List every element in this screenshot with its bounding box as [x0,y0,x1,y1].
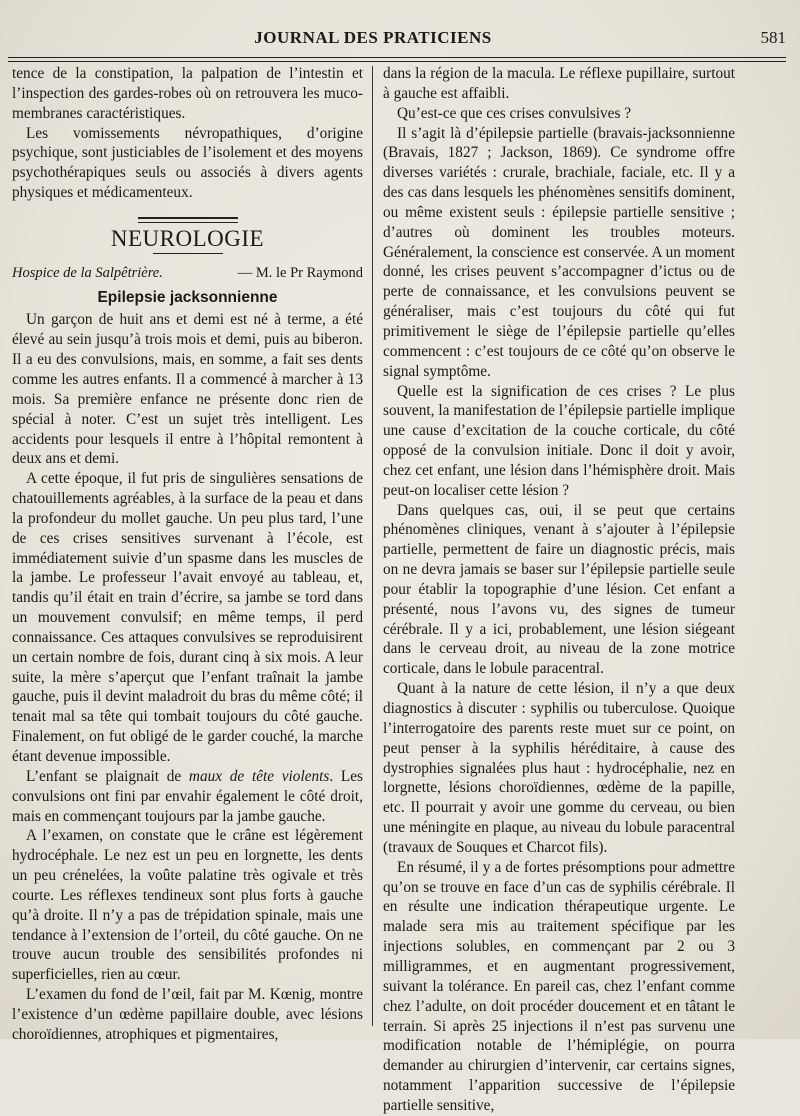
column-divider [372,66,373,1026]
page-number: 581 [760,28,786,47]
journal-title: JOURNAL DES PRATICIENS [254,28,492,47]
paragraph: Quant à la nature de cette lésion, il n’y a que deux diagnostics à discuter : syphilis ou tuberculose. Quoique l’interrogatoire des parents reste muet sur ce point, on peut penser à la syphilis héréditaire, à cause des dystrophies signalées plus haut : hydrocéphalie, nez en lorgnette, lésions choroïdiennes, œdème de la papille, etc. Il pourrait y avoir une gomme du cerveau, ou bien une méningite en plaque, au niveau du lobule paracentral (travaux de Souques et Charcot fils). [383,680,735,856]
right-column [383,64,735,1116]
paragraph: L’examen du fond de l’œil, fait par M. Kœnig, montre l’existence d’un œdème papillaire double, avec lésions choroïdiennes, atrophiques et pigmentaires, [12,986,363,1043]
paragraph: Il s’agit là d’épilepsie partielle (bravais-jacksonnienne (Bravais, 1827 ; Jackson, 1869). Ce syndrome offre diverses variétés : crurale, brachiale, faciale, etc. Il y a des cas dans lesquels les phénomènes sensitifs dominent, ou même existent seuls : épilepsie partielle sensitive ; d’autres où dominent les troubles moteurs. Généralement, la conscience est conservée. A un moment donné, les crises peuvent s’accompagner d’ictus ou de perte de connaissance, et les convulsions peuvent se généraliser, mais c’est toujours du côté qui fut primitivement le siège de l’épilepsie partielle qu’elles commencent : c’est toujours de ce côté qu’on observe le signal symptôme. [383,124,735,380]
paragraph: A l’examen, on constate que le crâne est légèrement hydrocéphale. Le nez est un peu en lorgnette, les dents un peu crénelées, la voûte palatine très ogivale et très courte. Les réflexes tendineux sont plus forts à gauche qu’à droite. Il n’y a pas de trépidation spinale, mais une tendance à l’extension de l’orteil, du côté gauche. On ne trouve aucun trouble des sensibilités profondes ni superficielles, rien au cœur. [12,827,363,984]
text-run: L’enfant se plaignait de [26,767,189,785]
paragraph: En résumé, il y a de fortes présomptions pour admettre qu’on se trouve en face d’un cas de syphilis cérébrale. Il en résulte une indication thérapeutique urgente. Le malade sera mis au traitement spécifique par les injections solubles, en commençant par 2 ou 3 milligrammes, et en augmentant progressivement, suivant la tolérance. En pareil cas, chez l’enfant comme chez l’adulte, on doit procéder doucement et en tâtant le terrain. Si après 25 injections il n’est pas survenu une modification notable de l’hémiplégie, on pourra demander au chirurgien d’intervenir, car certains signes, notamment l’apparition successive de l’épilepsie partielle sensitive, [383,858,735,1114]
running-header [8,28,786,52]
byline-author: — M. le Pr Raymond [237,264,363,281]
section-underline [153,253,223,254]
article-title: Epilepsie jacksonnienne [97,288,278,306]
paragraph: Dans quelques cas, oui, il se peut que certains phénomènes cliniques, venant à s’ajouter à l’épilepsie partielle, permettent de faire un diagnostic précis, mais on ne devra jamais se baser sur l’épilepsie partielle seule pour établir la topographie d’une lésion. Cet enfant a présenté, nous l’avons vu, des signes de tumeur cérébrale. Il y a ici, probablement, une lésion siégeant dans le cerveau droit, au niveau de la zone motrice corticale, dans le lobule paracentral. [383,501,735,678]
byline-hospice: Hospice de la Salpêtrière. [12,264,163,281]
section-header [12,217,363,254]
paragraph: Quelle est la signification de ces crises ? Le plus souvent, la manifestation de l’épilepsie partielle implique une cause d’excitation de la couche corticale, du côté opposé de la convulsion initiale. Donc il doit y avoir, chez cet enfant, une lésion dans l’hémisphère droit. Mais peut-on localiser cette lésion ? [383,382,735,499]
paragraph: dans la région de la macula. Le réflexe pupillaire, surtout à gauche est affaibli. [383,65,735,102]
paragraph: Qu’est-ce que ces crises convulsives ? [397,104,632,122]
text-run: . Les convulsions ont fini par envahir également le côté droit, mais en commençant toujours par la jambe gauche. [12,767,363,825]
paragraph: Un garçon de huit ans et demi est né à terme, a été élevé au sein jusqu’à trois mois et demi, puis au biberon. Il a eu des convulsions, mais, en somme, a fait ses dents comme les autres enfants. Il a commencé à marcher à 13 mois. Sa première enfance ne présente donc rien de spécial à noter. C’est un sujet très intelligent. Les accidents pour lesquels il entre à l’hôpital remontent à deux ans et demi. [12,311,363,468]
left-column [12,64,363,1045]
section-rule [138,217,238,223]
header-rule [8,57,786,62]
section-heading: NEUROLOGIE [110,225,265,251]
emphasis-text: maux de tête violents [188,767,330,785]
paragraph: A cette époque, il fut pris de singulières sensations de chatouillements agréables, à la surface de la peau et dans la profondeur du mollet gauche. Un peu plus tard, l’une de ces crises sensitives survenant à l’école, est immédiatement suivie d’un spasme dans les muscles de la jambe. Le professeur l’avait envoyé au tableau, et, tandis qu’il était en train d’écrire, sa jambe se tord dans un mouvement convulsif; en même temps, il perd connaissance. Ces attaques convulsives se reproduisirent un certain nombre de fois, durant cinq à six mois. A leur suite, la mère s’aperçut que l’enfant traînait la jambe gauche, puis il devint maladroit du bras du même côté; il tenait mal sa tête qui tombait toujours du côté gauche. Finalement, on fut obligé de le garder couché, la marche étant devenue impossible. [12,470,363,765]
paragraph [12,767,363,827]
paragraph: Les vomissements névropathiques, d’origine psychique, sont justiciables de l’isolement et des moyens psychothérapiques seuls ou associés à divers agents physiques et médicamenteux. [12,124,363,202]
byline [12,264,363,284]
paragraph: tence de la constipation, la palpation de l’intestin et l’inspection des gardes-robes où on retrouvera les muco-membranes caractéristiques. [12,65,363,122]
